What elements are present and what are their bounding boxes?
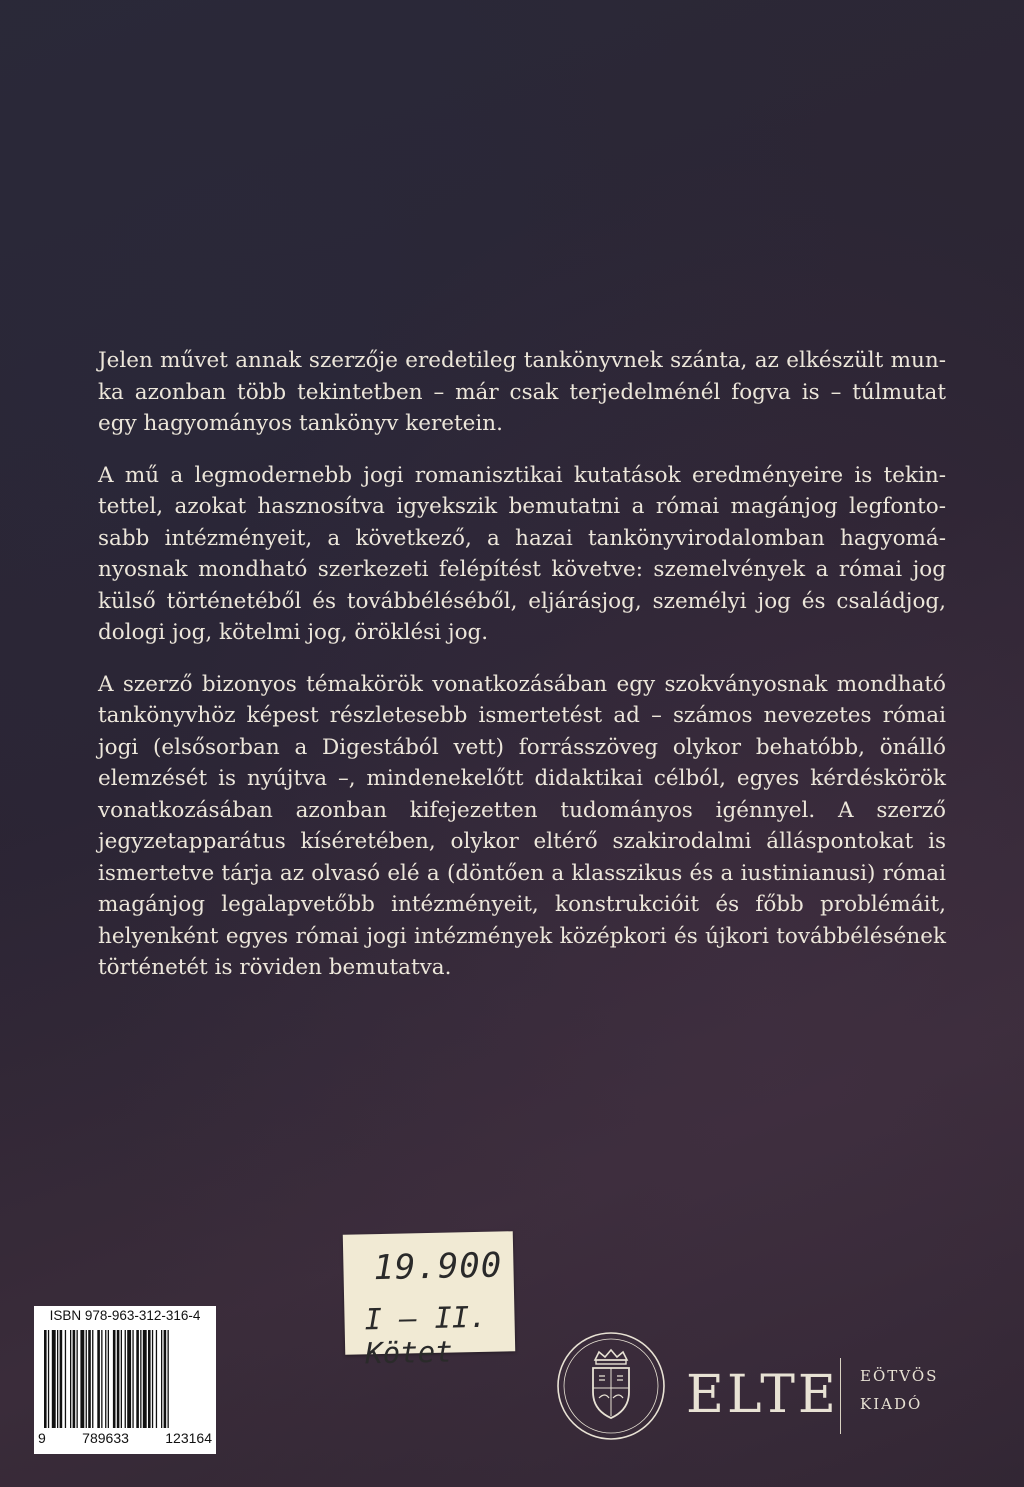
publisher-line-2: KIADÓ bbox=[860, 1395, 923, 1413]
barcode-bar bbox=[105, 1330, 106, 1428]
barcode-bar bbox=[73, 1330, 76, 1428]
barcode-bar bbox=[88, 1330, 91, 1428]
barcode-bar bbox=[125, 1330, 126, 1428]
barcode-bar bbox=[86, 1330, 87, 1428]
university-crest-icon bbox=[555, 1330, 667, 1442]
barcode-bar bbox=[132, 1330, 133, 1428]
barcode-bar bbox=[44, 1330, 47, 1428]
barcode-bar bbox=[80, 1330, 84, 1428]
volume-note: I – II. Kötet bbox=[364, 1299, 488, 1371]
barcode-bar bbox=[152, 1330, 153, 1428]
barcode-bar bbox=[136, 1330, 139, 1428]
barcode-bar bbox=[161, 1330, 162, 1428]
barcode-label bbox=[34, 1306, 216, 1454]
barcode-bar bbox=[117, 1330, 120, 1428]
barcode-bar bbox=[113, 1330, 116, 1428]
barcode-bar bbox=[70, 1330, 71, 1428]
blurb-paragraph-1: Jelen művet annak szerzője eredetileg tankönyvnek szánta, az elkészült munka azonban több tekintetben – már csak terjedelménél fogva is – túlmutat egy hagyományos tankönyv keretein. bbox=[98, 348, 946, 436]
blurb-paragraph-2: A mű a legmodernebb jogi romanisztikai kutatások eredményeire is tekintettel, azokat hasznosítva igyekszik bemutatni a római magánjog legfontosabb intézményeit, a következő, a hazai tankönyvirodalomban hagyományosnak mondható szerkezeti felépítést követve: szemelvények a római jog külső történetéből és továbbéléséből, eljárásjog, személyi jog és családjog, dologi jog, kötelmi jog, öröklési jog. bbox=[98, 462, 946, 645]
publisher-name bbox=[860, 1362, 938, 1418]
barcode-bar bbox=[168, 1330, 169, 1428]
blurb-paragraph-3: A szerző bizonyos témakörök vonatkozásában egy szokványosnak mondható tankönyvhöz képest részletesebb ismertetést ad – számos nevezetes római jogi (elsősorban a Digestából vett) forrásszöveg olykor behatóbb, önálló elemzését is nyújtva –, mindenekelőtt didaktikai célból, egyes kérdéskörök vonatkozásában azonban kifejezetten tudományos igénnyel. A szerző jegyzetapparátus kíséretében, olykor eltérő szakirodalmi álláspontokat is ismertetve tárja az olvasó elé a (döntően a klasszikus és a iustinianusi) római magánjog legalapvetőbb intézményeit, konstrukcióit és főbb problémáit, helyenként egyes római jogi intézmények középkori és újkori továbbélésének történetét is röviden bemutatva. bbox=[98, 671, 946, 980]
publisher-line-1: EÖTVÖS bbox=[860, 1367, 939, 1385]
publisher-wordmark: ELTE bbox=[686, 1365, 839, 1425]
barcode-bar bbox=[57, 1330, 58, 1428]
barcode-bar bbox=[127, 1330, 131, 1428]
barcode-bar bbox=[164, 1330, 167, 1428]
barcode-bar bbox=[97, 1330, 100, 1428]
barcode-bar bbox=[77, 1330, 78, 1428]
barcode-bar bbox=[148, 1330, 151, 1428]
barcode-bar bbox=[65, 1330, 66, 1428]
logo-divider bbox=[840, 1358, 841, 1434]
price-value: 19.900 bbox=[373, 1245, 503, 1289]
barcode-bar bbox=[140, 1330, 141, 1428]
barcode-bar bbox=[92, 1330, 93, 1428]
blurb-text bbox=[98, 345, 946, 1004]
barcode-bar bbox=[52, 1330, 56, 1428]
barcode-bar bbox=[48, 1330, 49, 1428]
isbn-text: ISBN 978-963-312-316-4 bbox=[49, 1308, 201, 1323]
barcode-icon bbox=[44, 1330, 206, 1428]
barcode-digits-left: 789633 bbox=[82, 1430, 129, 1446]
barcode-bar bbox=[108, 1330, 109, 1428]
barcode-digits-right: 123164 bbox=[165, 1430, 212, 1446]
barcode-bar bbox=[121, 1330, 122, 1428]
barcode-bar bbox=[60, 1330, 63, 1428]
barcode-bar bbox=[143, 1330, 147, 1428]
price-sticker bbox=[343, 1231, 515, 1371]
barcode-bar bbox=[101, 1330, 102, 1428]
barcode-digit-first: 9 bbox=[38, 1430, 46, 1446]
barcode-digits bbox=[38, 1430, 212, 1446]
barcode-bar bbox=[156, 1330, 157, 1428]
